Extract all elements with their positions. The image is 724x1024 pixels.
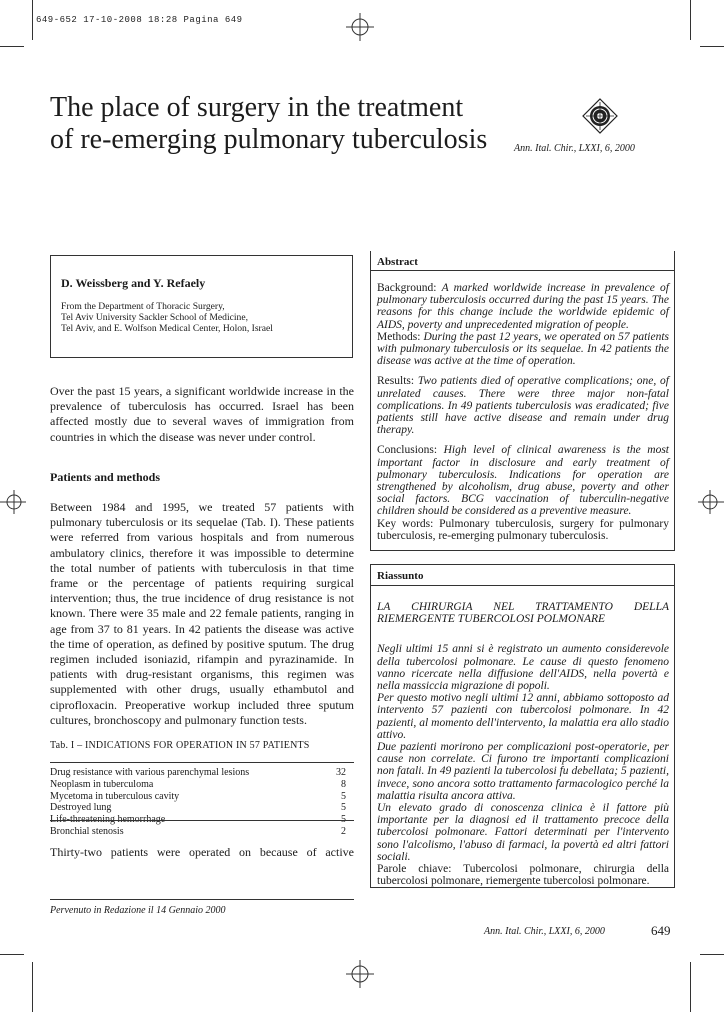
text: High level of clinical awareness is the most important factor in disclosure and early treatment of pulmonary tuberculosis. Indications for operation are strengthened by alcoholism, drug abuse, poverty and other social factors. BCG vaccination of tuberculin-negative children should be considered as a preventive measure. [377,444,669,518]
table-rule [50,762,354,763]
table-cell-value: 32 [336,767,346,778]
abstract-conclusions [377,444,669,517]
table-cell-label: Drug resistance with various parenchymal lesions [50,767,250,778]
crop-mark [0,954,24,955]
abstract-body [377,282,669,542]
footnote-rule [50,899,354,900]
intro-paragraph: Over the past 15 years, a significant worldwide increase in the prevalence of tuberculosis has occurred. Israel has been affected mostly due to several waves of immigration from countries in which the disease was never under control. [50,384,354,444]
table-cell-value: 5 [341,790,346,802]
registration-mark-icon [346,960,374,988]
registration-mark-icon [0,488,28,516]
affiliation-line: Tel Aviv, and E. Wolfson Medical Center, Holon, Israel [61,323,273,334]
abstract-methods [377,331,669,368]
abstract-background [377,282,669,331]
crop-mark [690,962,691,1012]
riassunto-body [377,601,669,887]
label: Background: [377,282,437,294]
methods-paragraph: Between 1984 and 1995, we treated 57 patients with pulmonary tuberculosis or its sequelae (Tab. I). These patients were referred from various hospitals and from numerous ambulatory clinics, therefore it was impossible to determine the total number of patients with tuberculosis in that time frame or the percentage of patients requiring surgical intervention; thus, the true incidence of drug resistance is not known. There were 35 male and 22 female patients, ranging in age from 37 to 81 years. In 42 patients the disease was active the time of operation, as defined by positive sputum. The drug regimen included isoniazid, rifampin and pyrazinamide. In patients with drug-resistant organisms, this regimen was supplemented with other drugs, usually ethambutol and ciprofloxacin. Preoperative workup included three sputum cultures, bronchoscopy and pulmonary function tests. [50,500,354,727]
crop-mark [690,0,691,40]
label: Conclusions: [377,444,438,457]
table-cell-value: 5 [341,802,346,814]
table-row [50,791,346,803]
label: Methods: [377,330,421,343]
crop-mark [700,954,724,955]
table-cell-label: Bronchial stenosis [50,825,124,837]
authors: D. Weissberg and Y. Refaely [61,276,206,290]
riassunto-paragraph: Un elevato grado di conoscenza clinica è il fattore più importante per la diagnosi ed il trattamento precoce della tubercolosi polmonare. Fattori determinati per l'intervento sono l'alcolismo, l'abuso di farmaci, la povertà ed altri fattori sociali. [377,802,669,863]
table-row [50,767,346,779]
abstract-results [377,375,669,436]
table-cell-label: Neoplasm in tuberculoma [50,778,154,790]
affiliation [61,301,340,334]
table-caption: Tab. I – INDICATIONS FOR OPERATION IN 57 PATIENTS [50,740,310,751]
abstract-heading: Abstract [371,251,674,271]
affiliation-line: Tel Aviv University Sackler School of Medicine, [61,312,248,323]
riassunto-paragraph: Due pazienti morirono per complicazioni post-operatorie, per cause non correlate. Ci furono tre importanti complicazioni non fatali. In 49 pazienti la tubercolosi fu debellata; 5 pazienti, invece, sono ancora sotto trattamento farmacologico perché la malattia risulta ancora attiva. [377,741,669,802]
table-row [50,802,346,814]
continuing-paragraph: Thirty-two patients were operated on because of active [50,845,354,859]
riassunto-heading: Riassunto [371,565,674,586]
title-line: of re-emerging pulmonary tuberculosis [50,124,488,155]
crop-mark [32,962,33,1012]
table-row [50,826,346,838]
text: During the past 12 years, we operated on 57 patients with pulmonary tuberculosis or its sequelae. In 42 patients the disease was active at the time of operation. [377,330,669,368]
affiliation-line: From the Department of Thoracic Surgery, [61,301,225,312]
table-cell-value: 2 [341,825,346,837]
table-cell-label: Mycetoma in tuberculous cavity [50,790,180,802]
indications-table [50,767,346,838]
table-cell-value: 8 [341,778,346,790]
crop-mark [700,46,724,47]
received-date: Pervenuto in Redazione il 14 Gennaio 2000 [50,905,226,916]
riassunto-title: LA CHIRURGIA NEL TRATTAMENTO DELLA RIEMERGENTE TUBERCOLOSI POLMONARE [377,601,669,626]
registration-mark-icon [696,488,724,516]
print-slug: 649-652 17-10-2008 18:28 Pagina 649 [36,15,243,25]
journal-emblem-icon [582,98,618,134]
table-row [50,779,346,791]
title-line: The place of surgery in the treatment [50,92,464,123]
table-cell-label: Life-threatening hemorrhage [50,814,166,826]
riassunto-keywords: Parole chiave: Tubercolosi polmonare, chirurgia della tubercolosi polmonare, riemergente tubercolosi polmonare. [377,863,669,888]
article-title [50,92,520,156]
riassunto-box [370,564,675,888]
crop-mark [0,46,24,47]
abstract-keywords: Key words: Pulmonary tuberculosis, surgery for pulmonary tuberculosis, re-emerging pulmonary tuberculosis. [377,517,669,542]
registration-mark-icon [346,13,374,41]
crop-mark [32,0,33,40]
riassunto-paragraph: Negli ultimi 15 anni si è registrato un aumento considerevole della tubercolosi polmonare. Le cause di questo fenomeno vanno ricercate nella diffusione dell'AIDS, nella povertà e nella massiccia migrazione di popoli. [377,643,669,693]
author-box [50,255,353,358]
section-heading: Patients and methods [50,470,161,484]
riassunto-paragraph: Per questo motivo negli ultimi 12 anni, abbiamo sottoposto ad intervento 57 pazienti con tubercolosi polmonare. In 42 pazienti, al momento dell'intervento, la malattia era allo stadio attivo. [377,692,669,741]
text: Two patients died of operative complications; one, of unrelated causes. There were three major non-fatal complications. In 49 patients tuberculosis was eradicated; five patients still have active disease and remain under drug therapy. [377,375,669,437]
table-cell-label: Destroyed lung [50,802,112,814]
footer-journal-reference: Ann. Ital. Chir., LXXI, 6, 2000 [484,926,605,937]
text: A marked worldwide increase in prevalence of pulmonary tuberculosis occurred during the past 15 years. The reasons for this change include the worldwide epidemic of AIDS, poverty and unprecedented migration of people. [377,282,669,331]
page-number: 649 [651,923,671,938]
label: Results: [377,375,415,388]
table-rule [50,820,354,821]
journal-reference: Ann. Ital. Chir., LXXI, 6, 2000 [514,143,635,154]
table-cell-value: 5 [341,814,346,826]
abstract-box [370,251,675,551]
